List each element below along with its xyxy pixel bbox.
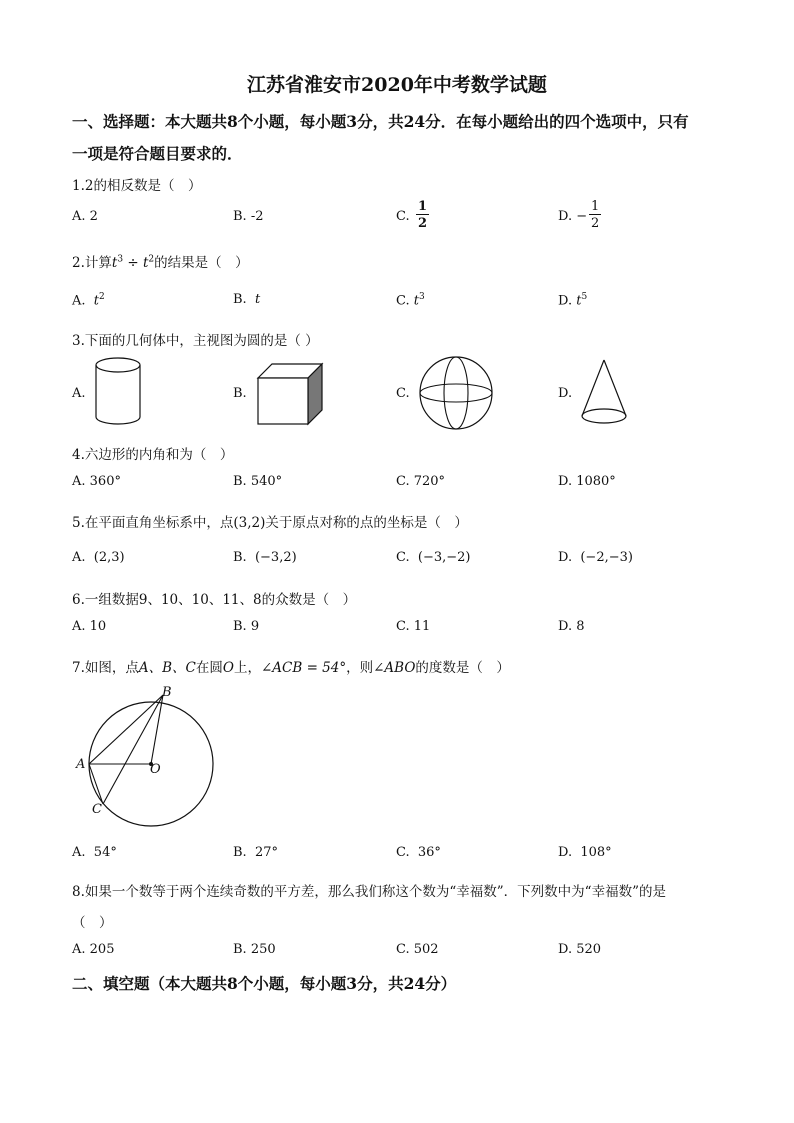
math-base: t (93, 293, 100, 309)
option-letter: A. (72, 550, 86, 565)
option-letter: A. (72, 293, 86, 309)
math-points: A、B、C (138, 660, 196, 676)
section1-heading-line1: 一、选择题：本大题共8个小题，每小题3分，共24分．在每小题给出的四个选项中，只有 (72, 112, 689, 131)
option-value: 54° (93, 845, 117, 860)
stem-suffix: 关于原点对称的点的坐标是（ ） (265, 515, 468, 531)
point-a-label: A (76, 757, 86, 772)
q4-option-c: C. 720° (396, 474, 446, 489)
q1-option-c-fraction (416, 200, 429, 230)
math-center: O (222, 660, 234, 676)
math-base: t (111, 255, 118, 271)
question-8-stem-line1: 8.如果一个数等于两个连续奇数的平方差，那么我们称这个数为“幸福数”．下列数中为“幸福数”的是 (72, 884, 666, 900)
math-base: t (413, 293, 419, 309)
option-value: (−3,2) (254, 550, 297, 565)
option-value: 36° (417, 845, 441, 860)
q3-option-b: B. (233, 386, 247, 401)
math-angle: ∠ACB = 54° (260, 660, 347, 676)
page-title: 江苏省淮安市2020年中考数学试题 (247, 74, 547, 96)
q1-option-c: C. (396, 209, 410, 224)
q6-option-c: C. 11 (396, 619, 431, 634)
math-base: t (142, 255, 149, 271)
sphere-icon (418, 356, 496, 432)
question-7-stem (72, 656, 510, 676)
q6-option-d: D. 8 (558, 619, 585, 634)
stem-text: 在圆 (195, 660, 223, 676)
q2-option-d (558, 292, 587, 308)
stem-text: 上， (233, 660, 261, 676)
q4-option-a: A. 360° (72, 474, 121, 489)
stem-text: ，则 (346, 660, 374, 676)
stem-prefix: 2.计算 (72, 255, 112, 271)
q5-option-d (558, 550, 633, 565)
option-letter: D. (558, 293, 573, 309)
math-base: t (254, 292, 261, 307)
option-value: 108° (580, 845, 612, 860)
cylinder-icon (94, 356, 144, 428)
q3-option-c: C. (396, 386, 410, 401)
point-c-label: C (92, 802, 102, 817)
option-letter: B. (233, 845, 247, 860)
option-letter: D. (558, 550, 573, 565)
q7-option-a (72, 845, 117, 860)
q1-option-a: A. 2 (72, 209, 98, 224)
math-exponent: 2 (148, 254, 155, 265)
q6-option-a: A. 10 (72, 619, 107, 634)
option-value: (−2,−3) (580, 550, 633, 565)
option-letter: B. (233, 550, 247, 565)
question-8-stem-line2: （ ） (72, 915, 113, 931)
q1-option-b: B. -2 (233, 209, 264, 224)
q6-option-b: B. 9 (233, 619, 260, 634)
q5-option-c (396, 550, 471, 565)
option-letter: D. (558, 845, 573, 860)
fraction-numerator: 1 (591, 199, 600, 214)
question-4-stem: 4.六边形的内角和为（ ） (72, 447, 234, 463)
math-exponent: 3 (117, 254, 124, 265)
fraction-denominator: 2 (418, 216, 428, 231)
question-6-stem: 6.一组数据9、10、10、11、8的众数是（ ） (72, 592, 357, 608)
q2-option-c (396, 292, 425, 308)
stem-prefix: 5.在平面直角坐标系中，点 (72, 515, 234, 531)
q8-option-d: D. 520 (558, 942, 602, 957)
q1-option-d-fraction (589, 200, 601, 230)
q7-option-c (396, 845, 441, 860)
math-exponent: 2 (99, 292, 105, 302)
math-exponent: 5 (581, 292, 588, 302)
q5-option-a (72, 550, 125, 565)
fraction-numerator: 1 (418, 199, 428, 214)
cone-icon (580, 358, 630, 428)
question-5-stem (72, 511, 468, 531)
math-angle: ∠ABO (373, 660, 416, 676)
option-letter: A. (72, 845, 86, 860)
stem-suffix: 的结果是（ ） (154, 255, 249, 271)
option-letter: C. (396, 845, 410, 860)
option-letter: C. (396, 550, 410, 565)
option-value: 27° (254, 845, 278, 860)
fraction-denominator: 2 (591, 216, 600, 231)
question-1-stem: 1.2的相反数是（ ） (72, 178, 202, 194)
q7-option-d (558, 845, 612, 860)
q2-option-b (233, 292, 260, 307)
math-divide: ÷ (123, 255, 143, 271)
q2-option-a (72, 292, 105, 308)
q7-option-b (233, 845, 278, 860)
stem-suffix: 的度数是（ ） (415, 660, 510, 676)
math-exponent: 3 (419, 292, 425, 302)
section2-heading: 二、填空题（本大题共8个小题，每小题3分，共24分） (72, 974, 457, 993)
question-3-stem: 3.下面的几何体中，主视图为圆的是（ ） (72, 333, 319, 349)
point-o-label: O (150, 762, 161, 777)
question-2-stem (72, 251, 249, 271)
stem-prefix: 7.如图，点 (72, 660, 139, 676)
q5-option-b (233, 550, 297, 565)
q4-option-b: B. 540° (233, 474, 283, 489)
math-point: (3,2) (233, 515, 266, 531)
section1-heading-line2: 一项是符合题目要求的． (72, 144, 243, 163)
option-value: (2,3) (93, 550, 125, 565)
q1-option-d: D. − (558, 209, 588, 224)
q3-option-d: D. (558, 386, 573, 401)
q8-option-c: C. 502 (396, 942, 439, 957)
q8-option-b: B. 250 (233, 942, 276, 957)
option-value: (−3,−2) (417, 550, 471, 565)
cube-icon (256, 362, 326, 426)
math-base: t (576, 293, 582, 309)
option-letter: C. (396, 293, 410, 309)
q3-option-a: A. (72, 386, 86, 401)
option-letter: B. (233, 292, 247, 307)
q8-option-a: A. 205 (72, 942, 115, 957)
q4-option-d: D. 1080° (558, 474, 616, 489)
point-b-label: B (162, 685, 172, 700)
